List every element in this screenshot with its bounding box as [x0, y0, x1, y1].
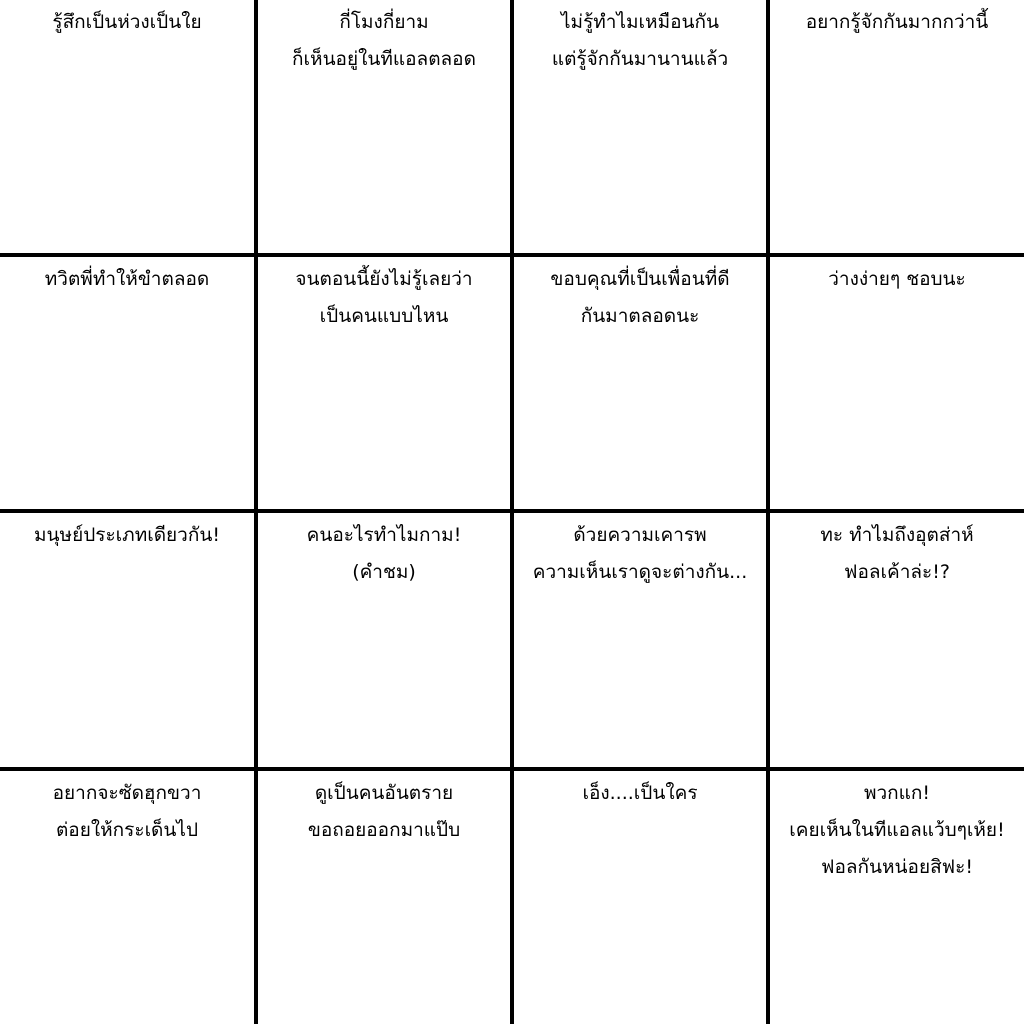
cell-text: อยากรู้จักกันมากกว่านี้: [805, 11, 989, 33]
cell-text: เคยเห็นในทีแอลแว้บๆเห้ย!: [789, 819, 1005, 841]
cell-text: ก็เห็นอยู่ในทีแอลตลอด: [292, 48, 476, 70]
grid-cell: [0, 513, 254, 767]
cell-text: มนุษย์ประเภทเดียวกัน!: [34, 524, 220, 546]
cell-text: ต่อยให้กระเด็นไป: [55, 819, 199, 841]
cell-text: อยากจะซัดฮุกขวา: [52, 782, 202, 804]
cell-text: เป็นคนแบบไหน: [319, 305, 449, 327]
cell-text: จนตอนนี้ยังไม่รู้เลยว่า: [295, 268, 473, 290]
cell-text: ขอถอยออกมาแป๊บ: [307, 819, 461, 841]
cell-text: ความเห็นเราดูจะต่างกัน...: [532, 561, 748, 583]
grid-cell: [770, 771, 1024, 1024]
grid-cell: [514, 771, 766, 1024]
cell-text: ทวิตพี่ทำให้ขำตลอด: [44, 268, 210, 290]
grid-cell: [258, 771, 510, 1024]
grid-cell: [514, 513, 766, 767]
grid-cell: [770, 257, 1024, 509]
grid-cell: [0, 771, 254, 1024]
grid-cell: [770, 513, 1024, 767]
grid-cell: [0, 0, 254, 253]
cell-text: ฟอลเค้าล่ะ!?: [844, 561, 950, 583]
cell-text: ด้วยความเคารพ: [573, 524, 707, 546]
cell-text: คนอะไรทำไมกาม!: [306, 524, 462, 546]
cell-text: ดูเป็นคนอันตราย: [314, 782, 454, 804]
cell-text: แต่รู้จักกันมานานแล้ว: [551, 48, 729, 70]
grid-cell: [258, 0, 510, 253]
cell-text: เอ็ง....เป็นใคร: [582, 782, 698, 804]
cell-text: ไม่รู้ทำไมเหมือนกัน: [561, 11, 719, 33]
cell-text: ขอบคุณที่เป็นเพื่อนที่ดี: [550, 268, 730, 290]
grid-cell: [770, 0, 1024, 253]
cell-text: รู้สึกเป็นห่วงเป็นใย: [52, 11, 202, 33]
cell-text: พวกแก!: [863, 782, 931, 804]
cell-text: ว่างง่ายๆ ชอบนะ: [828, 268, 966, 290]
cell-text: ทะ ทำไมถึงอุตส่าห์: [820, 524, 974, 546]
cell-text: กันมาตลอดนะ: [580, 305, 700, 327]
grid-cell: [258, 257, 510, 509]
grid-cell: [514, 257, 766, 509]
grid-cell: [258, 513, 510, 767]
grid-cell: [514, 0, 766, 253]
cell-text: กี่โมงกี่ยาม: [339, 11, 429, 33]
cell-text: ฟอลกันหน่อยสิฟะ!: [821, 856, 973, 878]
grid-cell: [0, 257, 254, 509]
cell-text: (คำชม): [352, 561, 416, 583]
